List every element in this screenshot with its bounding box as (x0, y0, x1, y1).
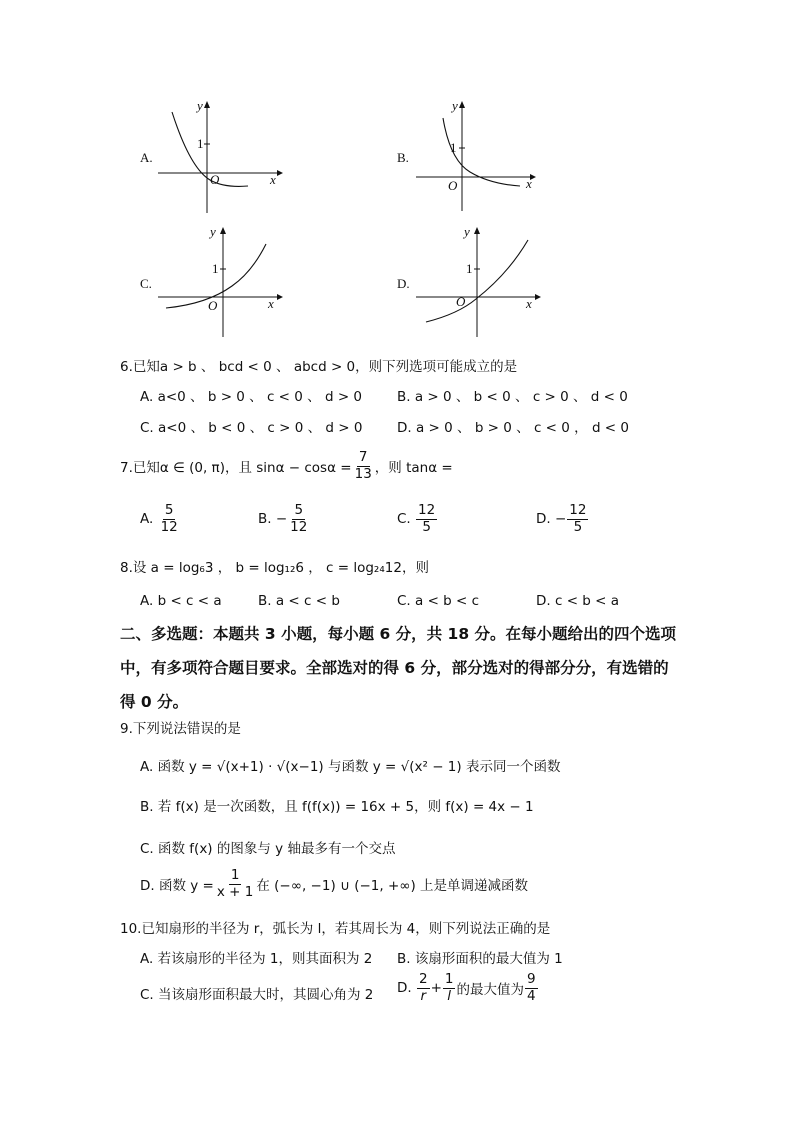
q10-d-den1: r (420, 987, 427, 1004)
q7-a-frac (159, 503, 180, 535)
graph-b-label: B. (397, 150, 409, 165)
q7-b-num: 5 (294, 502, 304, 518)
q10-d-frac3 (525, 972, 538, 1004)
q7-b-frac (288, 503, 309, 535)
graph-c-origin: O (208, 298, 218, 313)
q10-option-a: A. 若该扇形的半径为 1，则其面积为 2 (140, 951, 373, 967)
q10-option-b: B. 该扇形面积的最大值为 1 (397, 951, 563, 967)
q8-option-a: A. b < c < a (140, 593, 222, 609)
q9-d-pre: D. 函数 y = (140, 878, 214, 895)
q10-d-den2: l (447, 987, 452, 1004)
graph-b-origin: O (448, 178, 458, 193)
graph-a-origin: O (210, 172, 220, 187)
graph-d (410, 224, 560, 344)
q8-option-c: C. a < b < c (397, 593, 480, 609)
q9-option-c: C. 函数 f(x) 的图象与 y 轴最多有一个交点 (140, 841, 396, 857)
graph-a-x: x (270, 172, 276, 187)
q7-b-label: B. (258, 511, 272, 528)
q7-d-sign: − (554, 511, 567, 528)
graph-c-x: x (268, 296, 274, 311)
q10-stem: 10.已知扇形的半径为 r，弧长为 l，若其周长为 4，则下列说法正确的是 (120, 921, 551, 937)
q9-d-frac (215, 868, 255, 900)
graph-b-svg (410, 98, 560, 218)
q10-d-plus: + (430, 980, 442, 997)
graph-c-svg (152, 224, 302, 344)
q8-stem: 8.设 a = log₆3 ， b = log₁₂6 ， c = log₂₄12，则 (120, 560, 429, 576)
q7-option-a (140, 503, 181, 535)
q7-option-c (397, 503, 438, 535)
graph-a-y: y (197, 98, 203, 113)
graph-d-svg (410, 224, 560, 344)
graph-c-tick: 1 (212, 261, 219, 276)
q8-option-b: B. a < c < b (258, 593, 340, 609)
graph-b-x: x (526, 176, 532, 191)
q7-option-b (258, 503, 310, 535)
q7-stem-post: ，则 tanα = (374, 460, 453, 477)
graph-d-label: D. (397, 276, 410, 291)
q9-d-num: 1 (230, 867, 240, 883)
q7-d-num: 12 (569, 502, 587, 518)
q7-a-den: 12 (160, 518, 178, 535)
q6-option-a: A. a<0 、 b > 0 、 c < 0 、 d > 0 (140, 389, 363, 405)
q10-d-num3: 9 (526, 971, 536, 987)
q7-stem (120, 450, 453, 482)
q10-d-num2: 1 (444, 971, 454, 987)
q10-d-den3: 4 (526, 987, 536, 1004)
graph-a-tick: 1 (197, 136, 204, 151)
q7-frac-num: 7 (358, 449, 368, 465)
q9-option-d (140, 868, 528, 900)
graph-a (152, 98, 302, 218)
q10-d-frac2 (443, 972, 456, 1004)
q9-stem: 9.下列说法错误的是 (120, 721, 241, 737)
section-2-heading: 二、多选题：本题共 3 小题，每小题 6 分，共 18 分。在每小题给出的四个选项中，有多项符合题目要求。全部选对的得 6 分，部分选对的得部分分，有选错的得 0 分。 (120, 625, 677, 711)
graph-a-label: A. (140, 150, 153, 165)
q7-c-num: 12 (418, 502, 436, 518)
q7-frac-den: 13 (354, 465, 372, 482)
q7-b-den: 12 (290, 518, 308, 535)
q7-stem-pre: 7.已知α ∈ (0, π)，且 sinα − cosα = (120, 460, 352, 477)
q7-d-label: D. (536, 511, 551, 528)
q10-d-pre: D. (397, 980, 412, 997)
q7-d-frac (567, 503, 588, 535)
graph-a-svg (152, 98, 302, 218)
q9-option-a: A. 函数 y = √(x+1) · √(x−1) 与函数 y = √(x² − 1) 表示同一个函数 (140, 759, 561, 775)
graph-b-tick: 1 (450, 140, 457, 155)
graph-c (152, 224, 302, 344)
graph-c-label: C. (140, 276, 152, 291)
q7-a-num: 5 (164, 502, 174, 518)
graph-d-y: y (464, 224, 470, 239)
q7-d-den: 5 (573, 518, 583, 535)
graph-b (410, 98, 560, 218)
q6-option-b: B. a > 0 、 b < 0 、 c > 0 、 d < 0 (397, 389, 628, 405)
q7-c-label: C. (397, 511, 411, 528)
q10-option-d (397, 972, 539, 1004)
graph-d-origin: O (456, 294, 466, 309)
q9-option-b: B. 若 f(x) 是一次函数，且 f(f(x)) = 16x + 5，则 f(x) = 4x − 1 (140, 799, 534, 815)
q10-d-num1: 2 (418, 971, 428, 987)
q10-option-c: C. 当该扇形面积最大时，其圆心角为 2 (140, 987, 374, 1003)
q6-option-d: D. a > 0 、 b > 0 、 c < 0 ， d < 0 (397, 420, 629, 436)
q8-option-d: D. c < b < a (536, 593, 620, 609)
q7-option-d (536, 503, 589, 535)
q10-d-frac1 (417, 972, 430, 1004)
graph-c-y: y (210, 224, 216, 239)
q10-d-mid: 的最大值为 (456, 982, 524, 999)
q9-d-den: x + 1 (216, 883, 254, 900)
q6-stem: 6.已知a > b 、 bcd < 0 、 abcd > 0，则下列选项可能成立的是 (120, 359, 518, 375)
q6-option-c: C. a<0 、 b < 0 、 c > 0 、 d > 0 (140, 420, 363, 436)
q9-d-post: 在 (−∞, −1) ∪ (−1, +∞) 上是单调递减函数 (256, 878, 529, 895)
q7-b-sign: − (275, 511, 288, 528)
q7-c-frac (416, 503, 437, 535)
q7-c-den: 5 (422, 518, 431, 535)
q7-a-label: A. (140, 511, 154, 528)
q7-stem-fraction (353, 450, 374, 482)
graph-d-x: x (526, 296, 532, 311)
graph-b-y: y (452, 98, 458, 113)
graph-d-tick: 1 (466, 261, 473, 276)
